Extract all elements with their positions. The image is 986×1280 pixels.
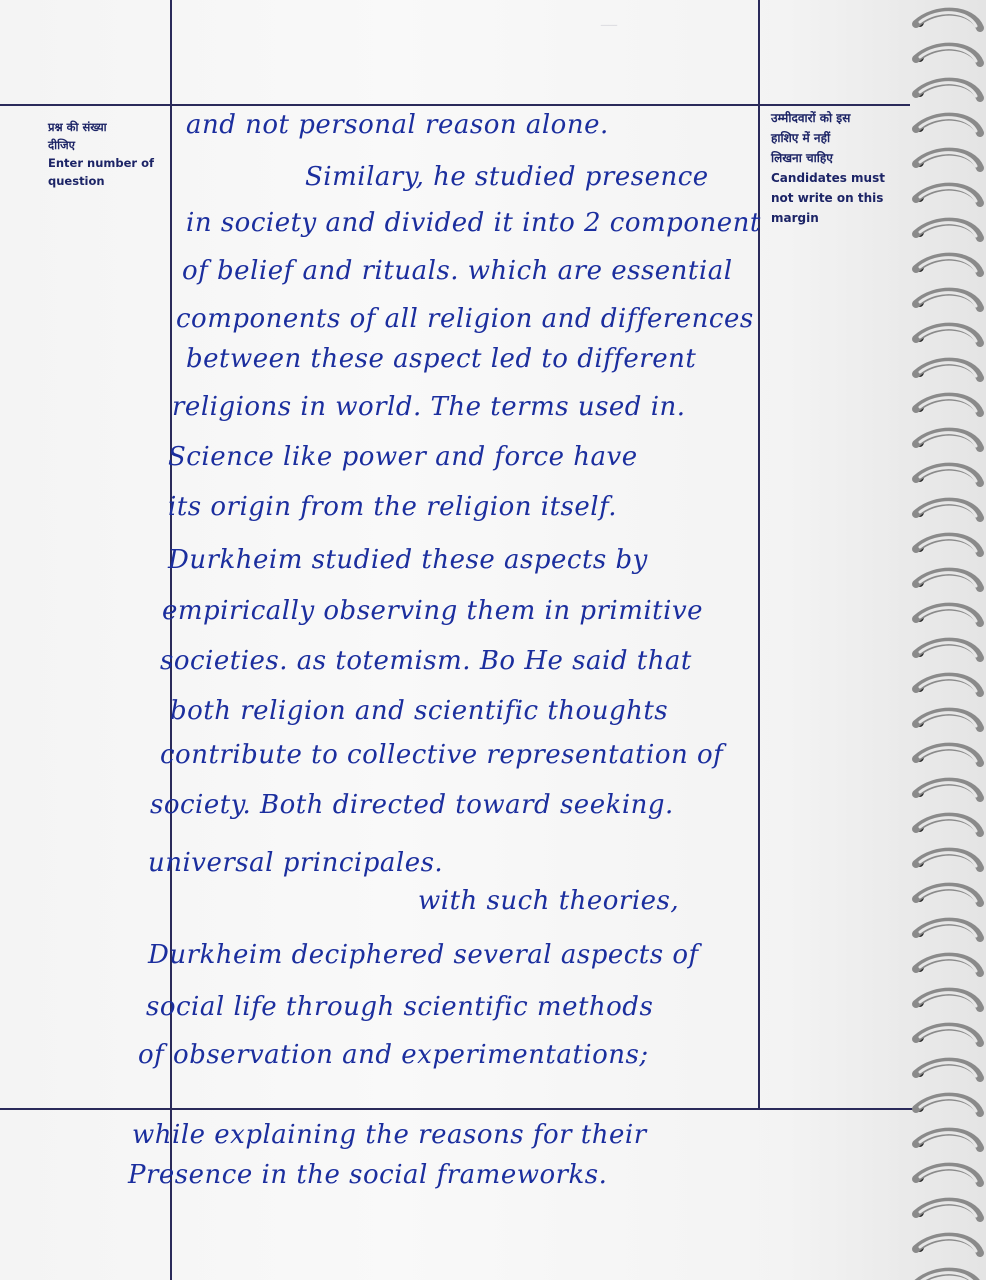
answer-line-8: Science like power and force have: [168, 442, 638, 472]
answer-line-4: of belief and rituals. which are essential: [182, 256, 733, 286]
right-margin-hindi-1: उम्मीदवारों को इस: [771, 111, 851, 125]
answer-line-12: societies. as totemism. Bo He said that: [160, 646, 692, 676]
right-margin-english-1: Candidates must: [771, 171, 885, 185]
right-margin-hindi-3: लिखना चाहिए: [771, 151, 833, 165]
right-margin-label: [771, 108, 901, 228]
left-margin-hindi-2: दीजिए: [48, 138, 75, 152]
left-margin-english-2: question: [48, 174, 105, 188]
answer-line-5: components of all religion and differences: [176, 304, 754, 334]
answer-line-6: between these aspect led to different: [186, 344, 697, 374]
answer-line-9: its origin from the religion itself.: [168, 492, 618, 522]
answer-line-22: Presence in the social frameworks.: [128, 1160, 608, 1190]
answer-line-19: social life through scientific methods: [146, 992, 654, 1022]
answer-line-16: universal principales.: [148, 848, 444, 878]
answer-line-7: religions in world. The terms used in.: [172, 392, 686, 422]
right-margin-rule: [758, 0, 760, 1108]
answer-line-10: Durkheim studied these aspects by: [168, 545, 648, 575]
answer-line-13: both religion and scientific thoughts: [170, 696, 669, 726]
right-margin-english-3: margin: [771, 211, 819, 225]
answer-line-17: with such theories,: [418, 886, 680, 916]
answer-line-15: society. Both directed toward seeking.: [150, 790, 674, 820]
answer-line-2: Similary, he studied presence: [305, 162, 709, 192]
right-margin-english-2: not write on this: [771, 191, 884, 205]
answer-line-1: and not personal reason alone.: [186, 110, 609, 140]
top-header-rule: [0, 104, 910, 106]
answer-line-11: empirically observing them in primitive: [162, 596, 704, 626]
bottom-footer-rule: [0, 1108, 920, 1110]
answer-line-3: in society and divided it into 2 component: [186, 208, 761, 238]
left-margin-english-1: Enter number of: [48, 156, 154, 170]
answer-line-20: of observation and experimentations;: [138, 1040, 649, 1070]
answer-line-18: Durkheim deciphered several aspects of: [148, 940, 699, 970]
answer-line-21: while explaining the reasons for their: [132, 1120, 647, 1150]
left-margin-rule: [170, 0, 172, 1280]
left-margin-hindi-1: प्रश्न की संख्या: [48, 120, 107, 134]
answer-line-14: contribute to collective representation of: [160, 740, 724, 770]
right-margin-hindi-2: हाशिए में नहीं: [771, 131, 831, 145]
left-margin-label: [48, 118, 166, 190]
spiral-binding-icon: [906, 0, 986, 1280]
bleed-through-text: —: [600, 14, 618, 35]
